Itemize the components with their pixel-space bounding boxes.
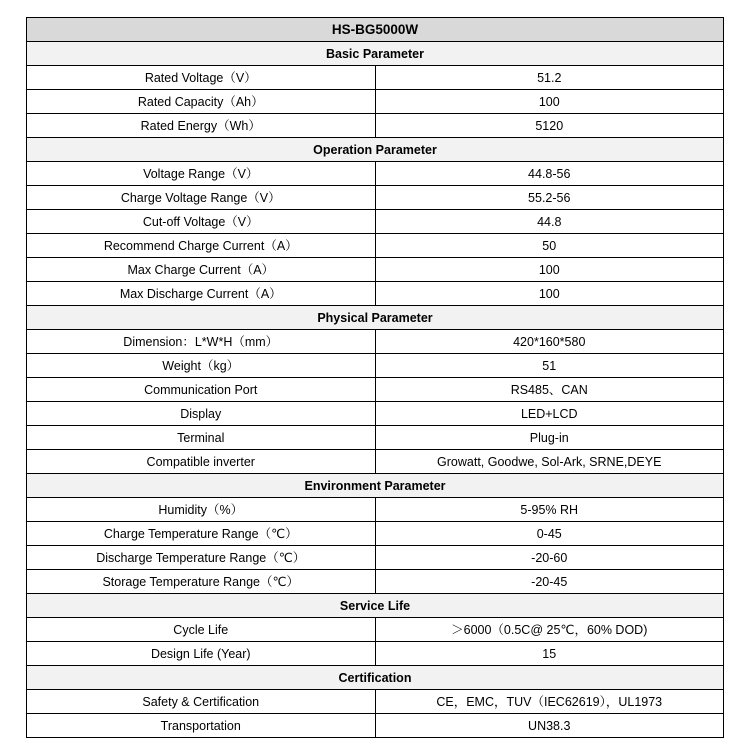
section-title: Service Life [27, 594, 724, 618]
spec-value: 0-45 [375, 522, 724, 546]
spec-label: Recommend Charge Current（A） [27, 234, 376, 258]
spec-value: 55.2-56 [375, 186, 724, 210]
spec-label: Terminal [27, 426, 376, 450]
spec-value: CE，EMC，TUV（IEC62619），UL1973 [375, 690, 724, 714]
section-header-row [27, 42, 724, 66]
spec-label: Cycle Life [27, 618, 376, 642]
spec-label: Display [27, 402, 376, 426]
spec-value: 44.8 [375, 210, 724, 234]
spec-row [27, 114, 724, 138]
spec-row [27, 714, 724, 738]
spec-value: 100 [375, 282, 724, 306]
spec-label: Rated Energy（Wh） [27, 114, 376, 138]
spec-value: 51 [375, 354, 724, 378]
product-title: HS-BG5000W [27, 18, 724, 42]
spec-row [27, 522, 724, 546]
spec-row [27, 210, 724, 234]
spec-row [27, 90, 724, 114]
spec-row [27, 162, 724, 186]
spec-value: -20-45 [375, 570, 724, 594]
spec-label: Rated Capacity（Ah） [27, 90, 376, 114]
section-header-row [27, 306, 724, 330]
spec-value: Growatt, Goodwe, Sol-Ark, SRNE,DEYE [375, 450, 724, 474]
section-title: Operation Parameter [27, 138, 724, 162]
spec-value: Plug-in [375, 426, 724, 450]
section-title: Basic Parameter [27, 42, 724, 66]
spec-row [27, 618, 724, 642]
spec-label: Charge Temperature Range（℃） [27, 522, 376, 546]
spec-row [27, 402, 724, 426]
spec-label: Safety & Certification [27, 690, 376, 714]
spec-value: 5120 [375, 114, 724, 138]
spec-row [27, 234, 724, 258]
spec-value: 44.8-56 [375, 162, 724, 186]
section-title: Physical Parameter [27, 306, 724, 330]
spec-value: 51.2 [375, 66, 724, 90]
spec-value: ＞6000（0.5C@ 25℃，60% DOD) [375, 618, 724, 642]
spec-table-body [27, 18, 724, 738]
spec-value: LED+LCD [375, 402, 724, 426]
spec-row [27, 258, 724, 282]
spec-label: Charge Voltage Range（V） [27, 186, 376, 210]
spec-label: Max Charge Current（A） [27, 258, 376, 282]
spec-label: Weight（kg） [27, 354, 376, 378]
spec-value: 50 [375, 234, 724, 258]
spec-label: Humidity（%） [27, 498, 376, 522]
section-header-row [27, 594, 724, 618]
spec-row [27, 354, 724, 378]
spec-table [26, 17, 724, 738]
spec-label: Compatible inverter [27, 450, 376, 474]
spec-label: Transportation [27, 714, 376, 738]
spec-row [27, 570, 724, 594]
spec-label: Discharge Temperature Range（℃） [27, 546, 376, 570]
spec-row [27, 330, 724, 354]
spec-label: Communication Port [27, 378, 376, 402]
spec-label: Cut-off Voltage（V） [27, 210, 376, 234]
spec-row [27, 642, 724, 666]
spec-value: 15 [375, 642, 724, 666]
spec-row [27, 426, 724, 450]
section-header-row [27, 474, 724, 498]
spec-label: Voltage Range（V） [27, 162, 376, 186]
spec-label: Max Discharge Current（A） [27, 282, 376, 306]
spec-label: Rated Voltage（V） [27, 66, 376, 90]
spec-row [27, 450, 724, 474]
spec-value: 420*160*580 [375, 330, 724, 354]
section-title: Environment Parameter [27, 474, 724, 498]
spec-row [27, 282, 724, 306]
spec-value: 100 [375, 90, 724, 114]
spec-row [27, 378, 724, 402]
spec-label: Storage Temperature Range（℃） [27, 570, 376, 594]
spec-value: 5-95% RH [375, 498, 724, 522]
spec-value: RS485、CAN [375, 378, 724, 402]
spec-label: Dimension：L*W*H（mm） [27, 330, 376, 354]
title-row [27, 18, 724, 42]
spec-row [27, 546, 724, 570]
spec-value: -20-60 [375, 546, 724, 570]
spec-row [27, 690, 724, 714]
section-header-row [27, 666, 724, 690]
spec-row [27, 186, 724, 210]
spec-row [27, 498, 724, 522]
spec-row [27, 66, 724, 90]
spec-label: Design Life (Year) [27, 642, 376, 666]
spec-value: UN38.3 [375, 714, 724, 738]
spec-value: 100 [375, 258, 724, 282]
section-header-row [27, 138, 724, 162]
section-title: Certification [27, 666, 724, 690]
